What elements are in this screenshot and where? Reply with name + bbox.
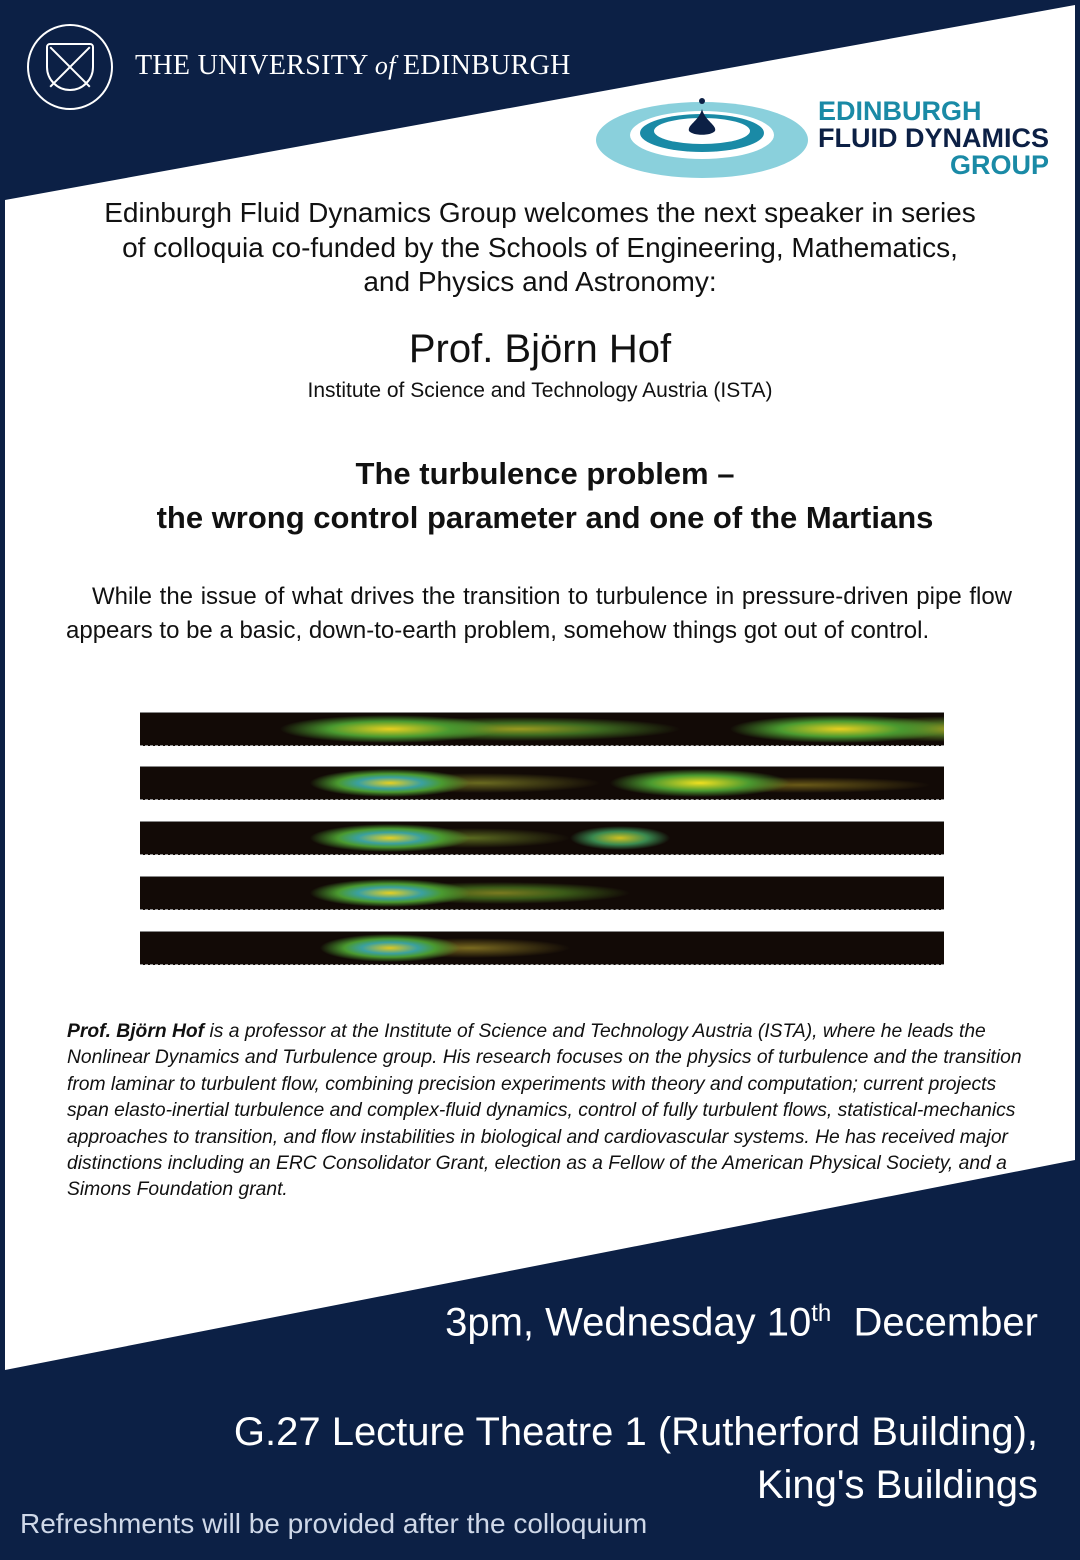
turbulence-strip-5 [140,931,944,965]
talk-abstract: While the issue of what drives the transition to turbulence in pressure-driven pipe flow appears to be a basic, down-to-earth problem, somehow things got out of control. [66,583,1012,644]
speaker-name: Prof. Björn Hof [408,327,672,371]
turbulence-strip-2 [140,766,944,800]
speaker-bio: Prof. Björn Hof is a professor at the Institute of Science and Technology Austria (ISTA), where he leads the Nonlinear Dynamics and Turbulence group. His research focuses on the physics of turbulence and the transition from laminar to turbulent flow, combining precision experiments with theory and computation; current projects span elasto-inertial turbulence and complex-fluid dynamics, control of fully turbulent flows, statistical-mechanics approaches to transition, and flow instabilities in biological and cardiovascular systems. He has received major distinctions including an ERC Consolidator Grant, election as a Fellow of the American Physical Society, and a Simons Foundation grant. [67,1021,1022,1201]
group-logo-text: EDINBURGH FLUID DYNAMICS GROUP [818,96,1049,180]
turbulence-strip-3 [140,821,944,855]
event-venue: G.27 Lecture Theatre 1 (Rutherford Building), King's Buildings [233,1410,1038,1507]
turbulence-strip-1 [140,712,944,746]
fluid-dynamics-drop-logo [595,95,810,180]
event-datetime: 3pm, Wednesday 10th December [445,1300,1038,1345]
talk-title: The turbulence problem – the wrong control parameter and one of the Martians [156,456,934,535]
turbulence-strip-4 [140,876,944,910]
refreshments-note: Refreshments will be provided after the colloquium [20,1508,648,1539]
university-seal-logo [27,24,113,110]
university-name: THE UNIVERSITY of EDINBURGH [135,50,571,81]
speaker-institution: Institute of Science and Technology Austria (ISTA) [307,379,773,402]
intro-text: Edinburgh Fluid Dynamics Group welcomes the next speaker in series of colloquia co-funded by the Schools of Engineering, Mathematics, and Physics and Astronomy: [104,197,976,297]
